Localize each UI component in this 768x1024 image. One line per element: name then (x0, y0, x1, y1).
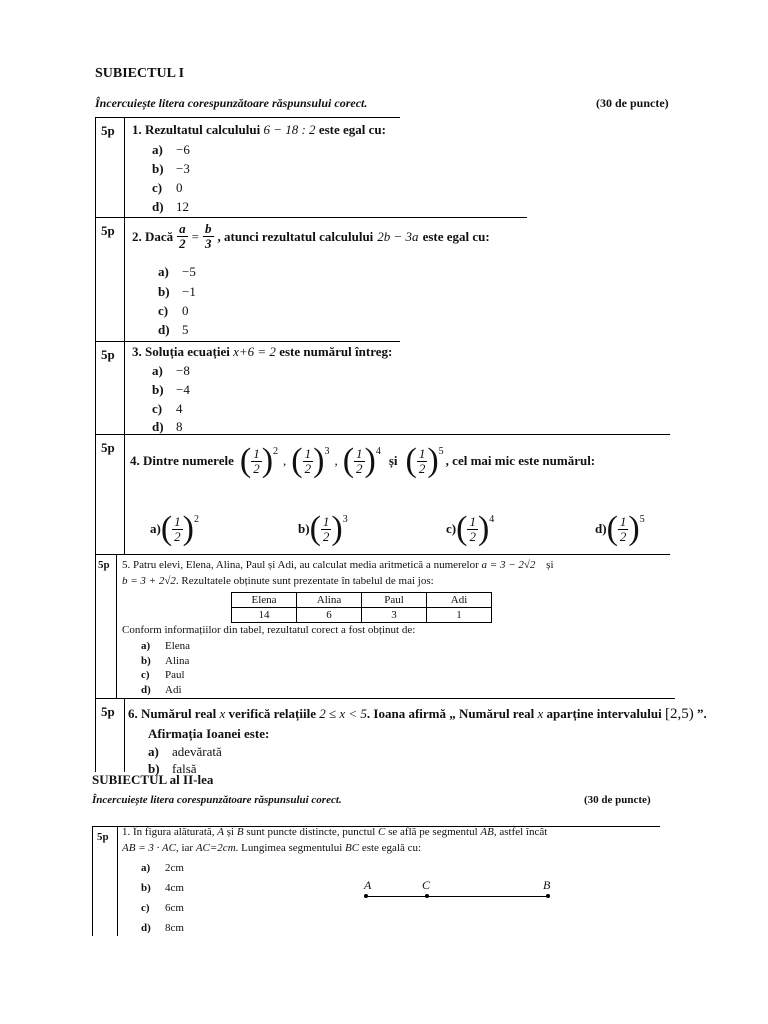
q6-points: 5p (101, 704, 115, 719)
point-b-dot (546, 894, 550, 898)
q2-option-c[interactable]: c) 0 (158, 303, 189, 318)
q4-divider (124, 434, 125, 554)
q2-top-rule (95, 217, 527, 218)
q5-question-line3: Conform informațiilor din tabel, rezultatul corect a fost obținut de: (122, 624, 416, 636)
q3-divider (124, 341, 125, 434)
segment-ab-line (366, 896, 548, 897)
q5-option-c[interactable]: c) Paul (141, 669, 185, 681)
q4-points: 5p (101, 440, 115, 455)
point-c-dot (425, 894, 429, 898)
table-cell: 14 (232, 608, 297, 623)
q5-option-b[interactable]: b) Alina (141, 655, 190, 667)
q2-question: 2. Dacă $\frac{a}{2}$ = $\frac{b}{3}$ , atunci rezultatul calculului 2b − 3a este egal cu: (132, 221, 490, 251)
q3-option-c[interactable]: c) 4 (152, 401, 183, 416)
q1-math: 6 − 18 : 2 (263, 122, 316, 137)
q5-option-d[interactable]: d) Adi (141, 684, 182, 696)
q3-top-rule (95, 341, 400, 342)
section-1-instruction: Încercuiește litera corespunzătoare răspunsului corect. (95, 96, 368, 110)
q4-power-2: ( $\frac{1}{2}$ ) $^2$ (239, 442, 279, 479)
table-cell: 6 (297, 608, 362, 623)
q2-option-d[interactable]: d) 5 (158, 322, 189, 337)
table-header-cell: Adi (427, 593, 492, 608)
q1-option-b[interactable]: b) −3 (152, 161, 190, 176)
point-a-label: A (364, 878, 372, 892)
table-header-cell: Elena (232, 593, 297, 608)
q3-left-rule (95, 341, 96, 434)
q1-option-c[interactable]: c) 0 (152, 180, 183, 195)
s2-q1-option-b[interactable]: b) 4cm (141, 882, 184, 894)
s2-q1-option-c[interactable]: c) 6cm (141, 902, 184, 914)
q3-option-d[interactable]: d) 8 (152, 419, 183, 434)
segment-figure (360, 878, 560, 908)
q4-top-rule (95, 434, 670, 435)
q3-option-a[interactable]: a) −8 (152, 363, 190, 378)
q6-top-rule (95, 698, 675, 699)
table-header-cell: Paul (362, 593, 427, 608)
q4-option-b[interactable]: b) ( $\frac{1}{2}$ ) $^3$ (298, 510, 348, 547)
q2-frac-a: $\frac{a}{2}$ (179, 221, 186, 251)
q2-left-rule (95, 217, 96, 341)
q6-question: 6. Numărul real x verifică relațiile 2 ≤ x < 5. Ioana afirmă „ Numărul real x aparține intervalului [2,5) ”. (128, 706, 707, 722)
q1-points: 5p (101, 123, 115, 138)
q1-question: 1. Rezultatul calculului 6 − 18 : 2 este egal cu: (132, 122, 386, 137)
q2-frac-b: $\frac{b}{3}$ (205, 221, 212, 251)
q1-option-a[interactable]: a) −6 (152, 142, 190, 157)
point-c-label: C (422, 878, 431, 892)
q4-option-c[interactable]: c) ( $\frac{1}{2}$ ) $^4$ (446, 510, 495, 547)
s2-q1-left-rule (92, 826, 93, 936)
q5-option-a[interactable]: a) Elena (141, 640, 191, 652)
table-cell: 1 (427, 608, 492, 623)
q2-points: 5p (101, 223, 115, 238)
q4-power-3: ( $\frac{1}{2}$ ) $^3$ (291, 442, 330, 479)
q5-left-rule (95, 554, 96, 698)
q4-option-d[interactable]: d) ( $\frac{1}{2}$ ) $^5$ (595, 510, 645, 547)
point-a-dot (364, 894, 368, 898)
q4-question: 4. Dintre numerele ( $\frac{1}{2}$ ) $^2$ , ( $\frac{1}{2}$ ) $^3$ , ( $\frac{1}{2}$ ) $^4$ și ( $\frac{1}{2}$ ) $^5$ , cel mai mic este numărul: (130, 442, 596, 479)
q5-points: 5p (98, 559, 110, 571)
section-2-title: SUBIECTUL al II-lea (92, 772, 214, 787)
q1-option-d[interactable]: d) 12 (152, 199, 189, 214)
q4-option-a[interactable]: a) ( $\frac{1}{2}$ ) $^2$ (150, 510, 199, 547)
q6-option-a[interactable]: a) adevărată (148, 744, 222, 759)
s2-q1-question-line2: AB = 3 · AC, iar AC=2cm. Lungimea segmentului BC este egală cu: (122, 842, 422, 854)
q3-question: 3. Soluția ecuației x+6 = 2 este numărul întreg: (132, 344, 393, 359)
q4-power-4: ( $\frac{1}{2}$ ) $^4$ (342, 442, 381, 479)
q5-top-rule (95, 554, 670, 555)
q1-left-rule (95, 117, 96, 217)
q1-divider (124, 117, 125, 217)
table-cell: 3 (362, 608, 427, 623)
q1-top-rule (95, 117, 400, 118)
q5-results-table (231, 592, 492, 623)
q6-line2: Afirmația Ioanei este: (148, 726, 270, 741)
table-header-cell: Alina (297, 593, 362, 608)
q5-question-line1: 5. Patru elevi, Elena, Alina, Paul și Adi, au calculat media aritmetică a numerelor a = 3 − 2√2 și (122, 559, 554, 571)
s2-q1-option-d[interactable]: d) 8cm (141, 922, 184, 934)
section-1-title: SUBIECTUL I (95, 66, 185, 81)
s2-q1-question-line1: 1. În figura alăturată, A și B sunt puncte distincte, punctul C se află pe segmentul AB, astfel încât (122, 826, 548, 838)
q5-divider (116, 554, 117, 698)
q6-option-b[interactable]: b) falsă (148, 761, 197, 776)
q3-option-b[interactable]: b) −4 (152, 382, 190, 397)
q2-divider (124, 217, 125, 341)
s2-q1-points: 5p (97, 831, 109, 843)
s2-q1-divider (117, 826, 118, 936)
section-2-instruction: Încercuiește litera corespunzătoare răspunsului corect. (92, 794, 342, 806)
section-1-points: (30 de puncte) (596, 96, 669, 110)
q6-divider (124, 698, 125, 772)
q2-option-b[interactable]: b) −1 (158, 284, 196, 299)
s2-q1-option-a[interactable]: a) 2cm (141, 862, 184, 874)
q4-power-5: ( $\frac{1}{2}$ ) $^5$ (405, 442, 444, 479)
q5-question-line2: b = 3 + 2√2. Rezultatele obținute sunt prezentate în tabelul de mai jos: (122, 575, 434, 587)
q3-points: 5p (101, 347, 115, 362)
q2-option-a[interactable]: a) −5 (158, 264, 196, 279)
q4-left-rule (95, 434, 96, 554)
q6-left-rule (95, 698, 96, 772)
point-b-label: B (543, 878, 551, 892)
section-2-points: (30 de puncte) (584, 794, 651, 806)
